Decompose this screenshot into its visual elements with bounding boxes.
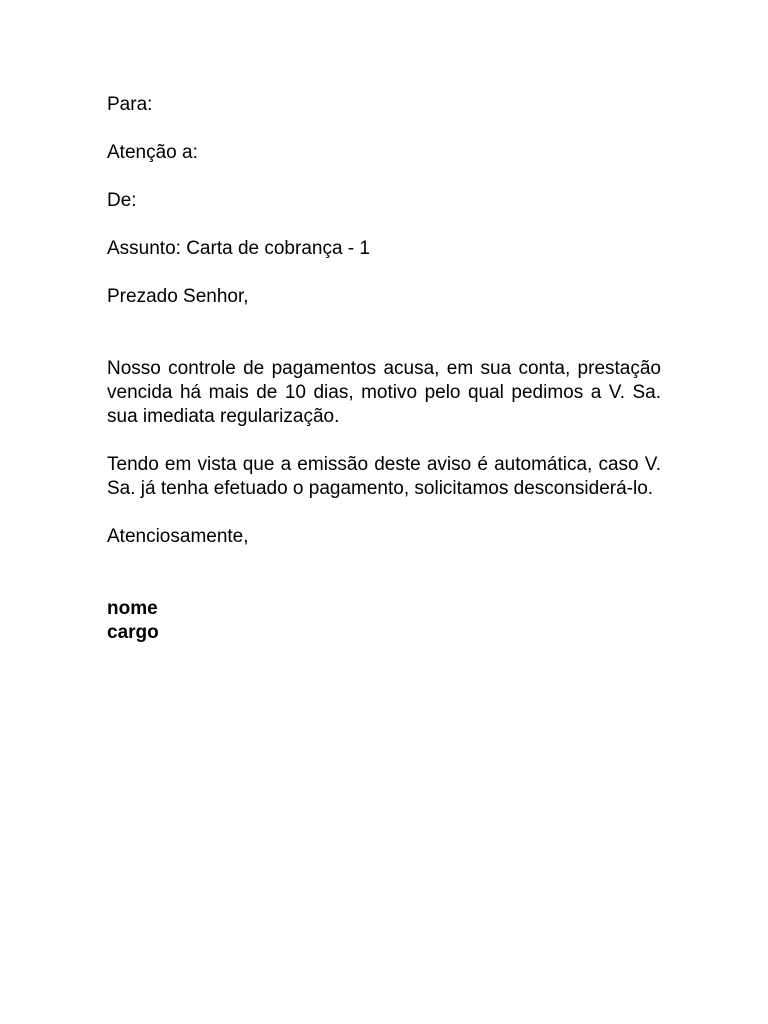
body-paragraph-1: Nosso controle de pagamentos acusa, em sua conta, prestação vencida há mais de 10 dias, motivo pelo qual pedimos a V. Sa. sua imediata regularização.: [107, 358, 661, 427]
subject-line: Assunto: Carta de cobrança - 1: [107, 238, 370, 259]
from-field: De:: [107, 190, 137, 211]
signature-name: nome: [107, 598, 158, 619]
body-paragraph-2: Tendo em vista que a emissão deste aviso é automática, caso V. Sa. já tenha efetuado o pagamento, solicitamos desconsiderá-lo.: [107, 454, 661, 499]
closing-line: Atenciosamente,: [107, 526, 249, 547]
salutation: Prezado Senhor,: [107, 286, 249, 307]
attention-field: Atenção a:: [107, 142, 198, 163]
letter-body: [107, 93, 661, 645]
signature-title: cargo: [107, 622, 159, 643]
to-field: Para:: [107, 94, 153, 115]
